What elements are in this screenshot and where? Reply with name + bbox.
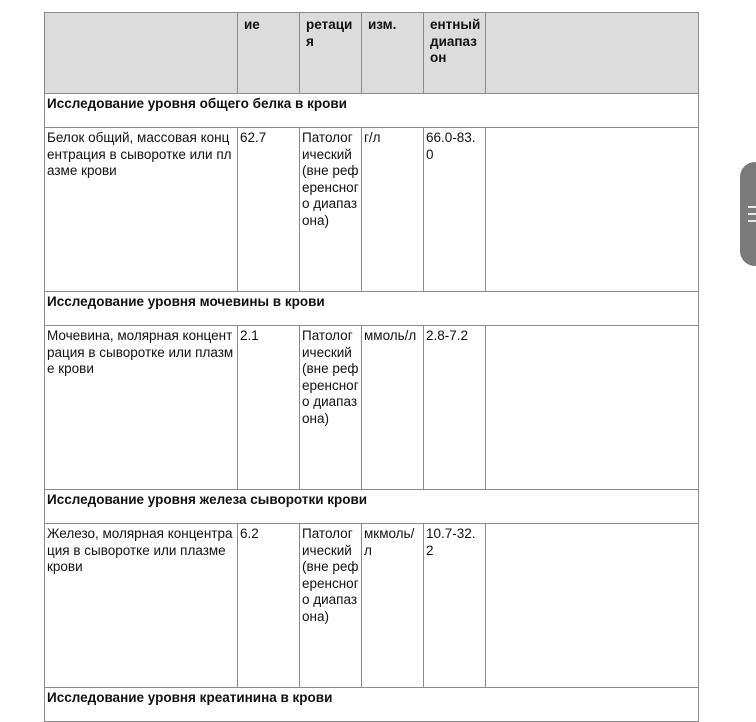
test-interpretation: Патологический (вне референсного диапазона) xyxy=(300,524,362,688)
test-reference: 66.0-83.0 xyxy=(424,128,486,292)
section-title: Исследование уровня железа сыворотки крови xyxy=(45,490,699,524)
section-row xyxy=(45,490,699,524)
test-unit: ммоль/л xyxy=(362,326,424,490)
section-title: Исследование уровня общего белка в крови xyxy=(45,94,699,128)
section-title: Исследование уровня мочевины в крови xyxy=(45,292,699,326)
header-reference-range: ентный диапазон xyxy=(424,13,486,94)
lab-results-table xyxy=(44,12,699,722)
grip-line xyxy=(748,213,756,215)
header-test-name xyxy=(45,13,238,94)
section-row xyxy=(45,688,699,722)
test-name: Железо, молярная концентрация в сыворотке или плазме крови xyxy=(45,524,238,688)
test-name: Мочевина, молярная концентрация в сыворотке или плазме крови xyxy=(45,326,238,490)
section-title: Исследование уровня креатинина в крови xyxy=(45,688,699,722)
table-row xyxy=(45,128,699,292)
scroll-thumb-icon[interactable] xyxy=(740,162,756,266)
grip-line xyxy=(748,206,756,208)
section-row xyxy=(45,94,699,128)
header-interpretation: ретация xyxy=(300,13,362,94)
section-row xyxy=(45,292,699,326)
test-name: Белок общий, массовая концентрация в сыворотке или плазме крови xyxy=(45,128,238,292)
test-value: 62.7 xyxy=(238,128,300,292)
test-reference: 10.7-32.2 xyxy=(424,524,486,688)
test-extra xyxy=(486,326,699,490)
table-header-row xyxy=(45,13,699,94)
test-unit: мкмоль/л xyxy=(362,524,424,688)
test-value: 6.2 xyxy=(238,524,300,688)
test-extra xyxy=(486,128,699,292)
header-unit: изм. xyxy=(362,13,424,94)
test-interpretation: Патологический (вне референсного диапазона) xyxy=(300,128,362,292)
grip-line xyxy=(748,220,756,222)
test-extra xyxy=(486,524,699,688)
test-value: 2.1 xyxy=(238,326,300,490)
test-interpretation: Патологический (вне референсного диапазона) xyxy=(300,326,362,490)
table-row xyxy=(45,326,699,490)
header-value: ие xyxy=(238,13,300,94)
test-reference: 2.8-7.2 xyxy=(424,326,486,490)
table-row xyxy=(45,524,699,688)
test-unit: г/л xyxy=(362,128,424,292)
header-extra xyxy=(486,13,699,94)
